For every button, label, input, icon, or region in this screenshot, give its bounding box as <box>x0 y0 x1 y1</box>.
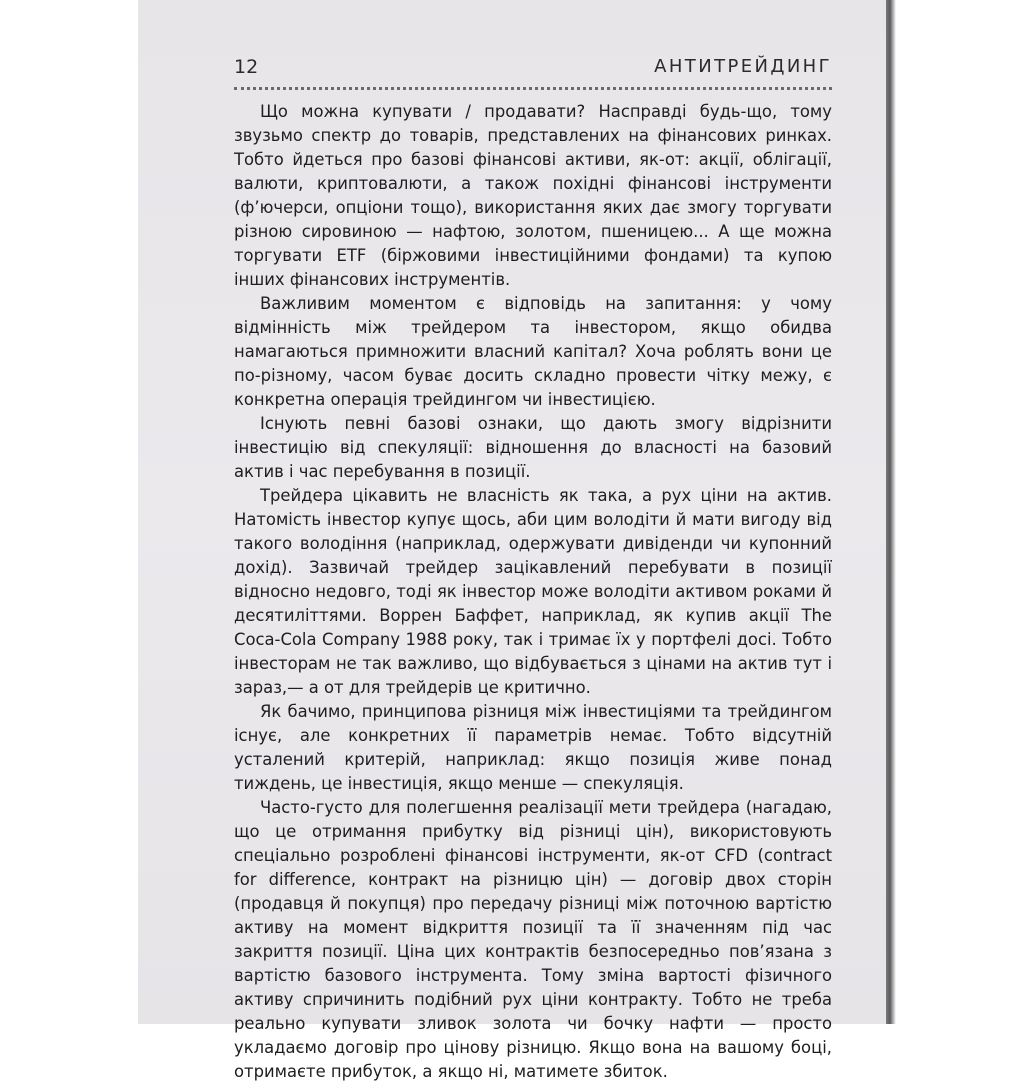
paragraph: Трейдера цікавить не власність як така, а рух ціни на актив. Натомість інвестор купує щось, аби цим володіти й мати вигоду від такого володіння (наприклад, одержувати дивіденди чи купонний дохід). Зазвичай трейдер зацікавлений перебувати в позиції відносно недовго, тоді як інвестор може володіти активом роками й десятиліттями. Воррен Баффет, наприклад, як купив акції The Coca-Cola Company 1988 року, так і тримає їх у портфелі досі. Тобто інвесторам не так важливо, що відбувається з цінами на актив тут і зараз,— а от для трейдерів це критично. <box>234 486 832 697</box>
background-left <box>0 0 138 1024</box>
paragraph: Що можна купувати / продавати? Насправді будь-що, тому звузьмо спектр до товарів, представлених на фінансових ринках. Тобто йдеться про базові фінансові активи, як-от: акції, облігації, валюти, криптовалюти, а також похідні фінансові інструменти (ф’ючерси, опціони тощо), використання яких дає змогу торгувати різною сировиною — нафтою, золотом, пшеницею... А ще можна торгувати ETF (біржовими інвестиційними фондами) та купою інших фінансових інструментів. <box>234 102 832 289</box>
page-header <box>234 50 832 86</box>
paragraph: Як бачимо, принципова різниця між інвестиціями та трейдингом існує, але конкретних її параметрів немає. Тобто відсутній усталений критерій, наприклад: якщо позиція живе понад тиждень, це інвестиція, якщо менше — спекуляція. <box>234 702 832 793</box>
book-page <box>138 0 886 1081</box>
paragraph: Існують певні базові ознаки, що дають змогу відрізнити інвестицію від спекуляції: відношення до власності на базовий актив і час перебування в позиції. <box>234 414 832 481</box>
book-edge-right <box>886 0 1024 1024</box>
running-title: АНТИТРЕЙДИНГ <box>654 56 832 77</box>
body-text <box>234 100 832 1084</box>
paragraph: Важливим моментом є відповідь на запитання: у чому відмінність між трейдером та інвестором, якщо обидва намагаються примножити власний капітал? Хоча роблять вони це по-різному, часом буває досить складно провести чітку межу, є конкретна операція трейдингом чи інвестицією. <box>234 294 832 409</box>
page-number: 12 <box>234 56 259 78</box>
paragraph: Часто-густо для полегшення реалізації мети трейдера (нагадаю, що це отримання прибутку від різниці цін), використовують спеціально розроблені фінансові інструменти, як-от CFD (contract for difference, контракт на різницю цін) — договір двох сторін (продавця й покупця) про передачу різниці між поточною вартістю активу на момент відкриття позиції та її значенням під час закриття позиції. Ціна цих контрактів безпосередньо пов’язана з вартістю базового інструмента. Тому зміна вартості фізичного активу спричинить подібний рух ціни контракту. Тобто не треба реально купувати зливок золота чи бочку нафти — просто укладаємо договір про цінову різницю. Якщо вона на вашому боці, отримаєте прибуток, а якщо ні, матимете збиток. <box>234 798 832 1081</box>
header-dotted-rule <box>234 87 832 90</box>
